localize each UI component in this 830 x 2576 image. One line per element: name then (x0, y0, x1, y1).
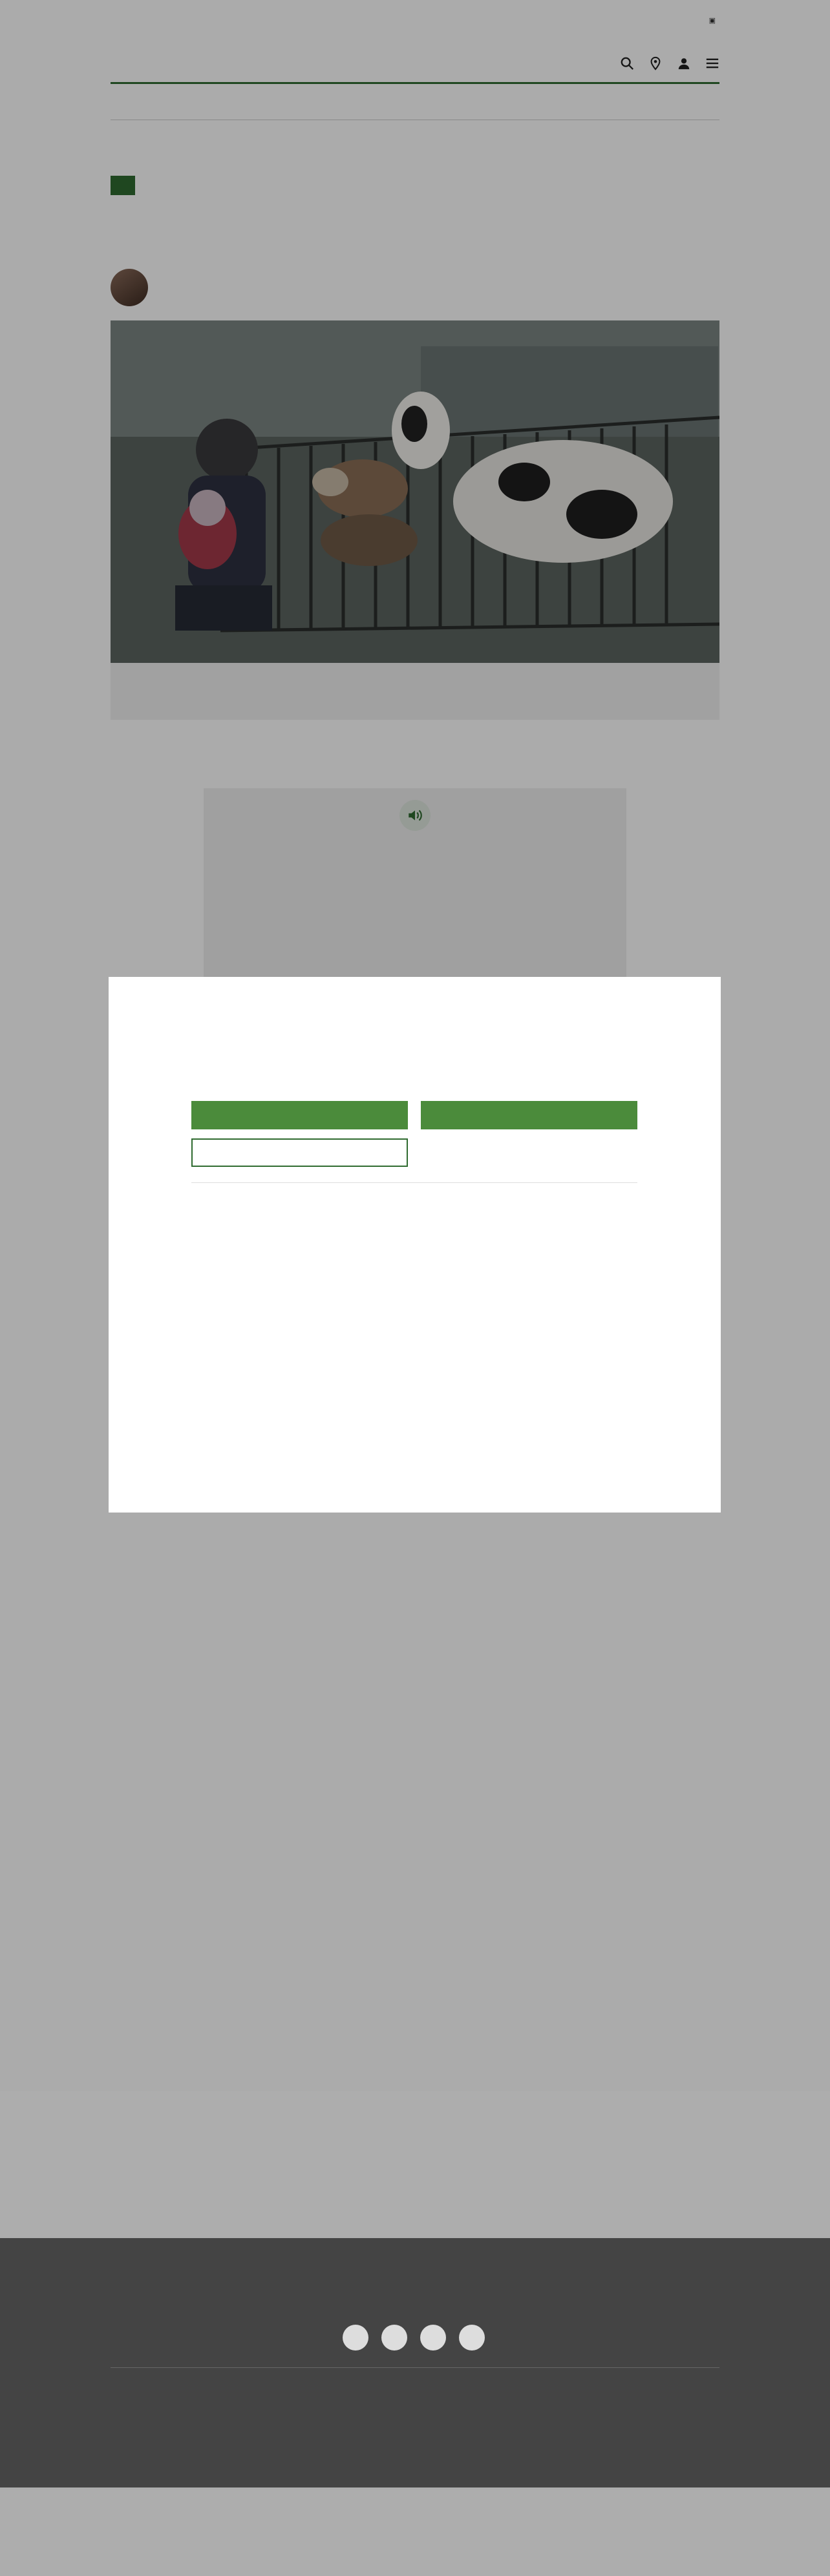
cookie-info (191, 1197, 637, 1215)
footer-links (0, 2091, 830, 2238)
footer-dark (0, 2238, 830, 2487)
modal-divider (191, 1182, 637, 1183)
rss-icon[interactable] (459, 2325, 485, 2351)
facebook-icon[interactable] (343, 2325, 368, 2351)
social-links (343, 2325, 485, 2351)
details-button[interactable] (421, 1101, 637, 1129)
page-bottom (0, 2487, 830, 2576)
instagram-icon[interactable] (420, 2325, 446, 2351)
consent-free-column (191, 1004, 408, 1022)
privacy-center-button[interactable] (191, 1138, 408, 1167)
consent-adfree-column (421, 1004, 637, 1022)
modal-footer (109, 1485, 721, 1494)
consent-modal (109, 977, 721, 1513)
funke-logo-icon: ▣ (708, 16, 716, 25)
footer-divider (111, 2367, 719, 2368)
accept-button[interactable] (191, 1101, 408, 1129)
x-icon[interactable] (381, 2325, 407, 2351)
